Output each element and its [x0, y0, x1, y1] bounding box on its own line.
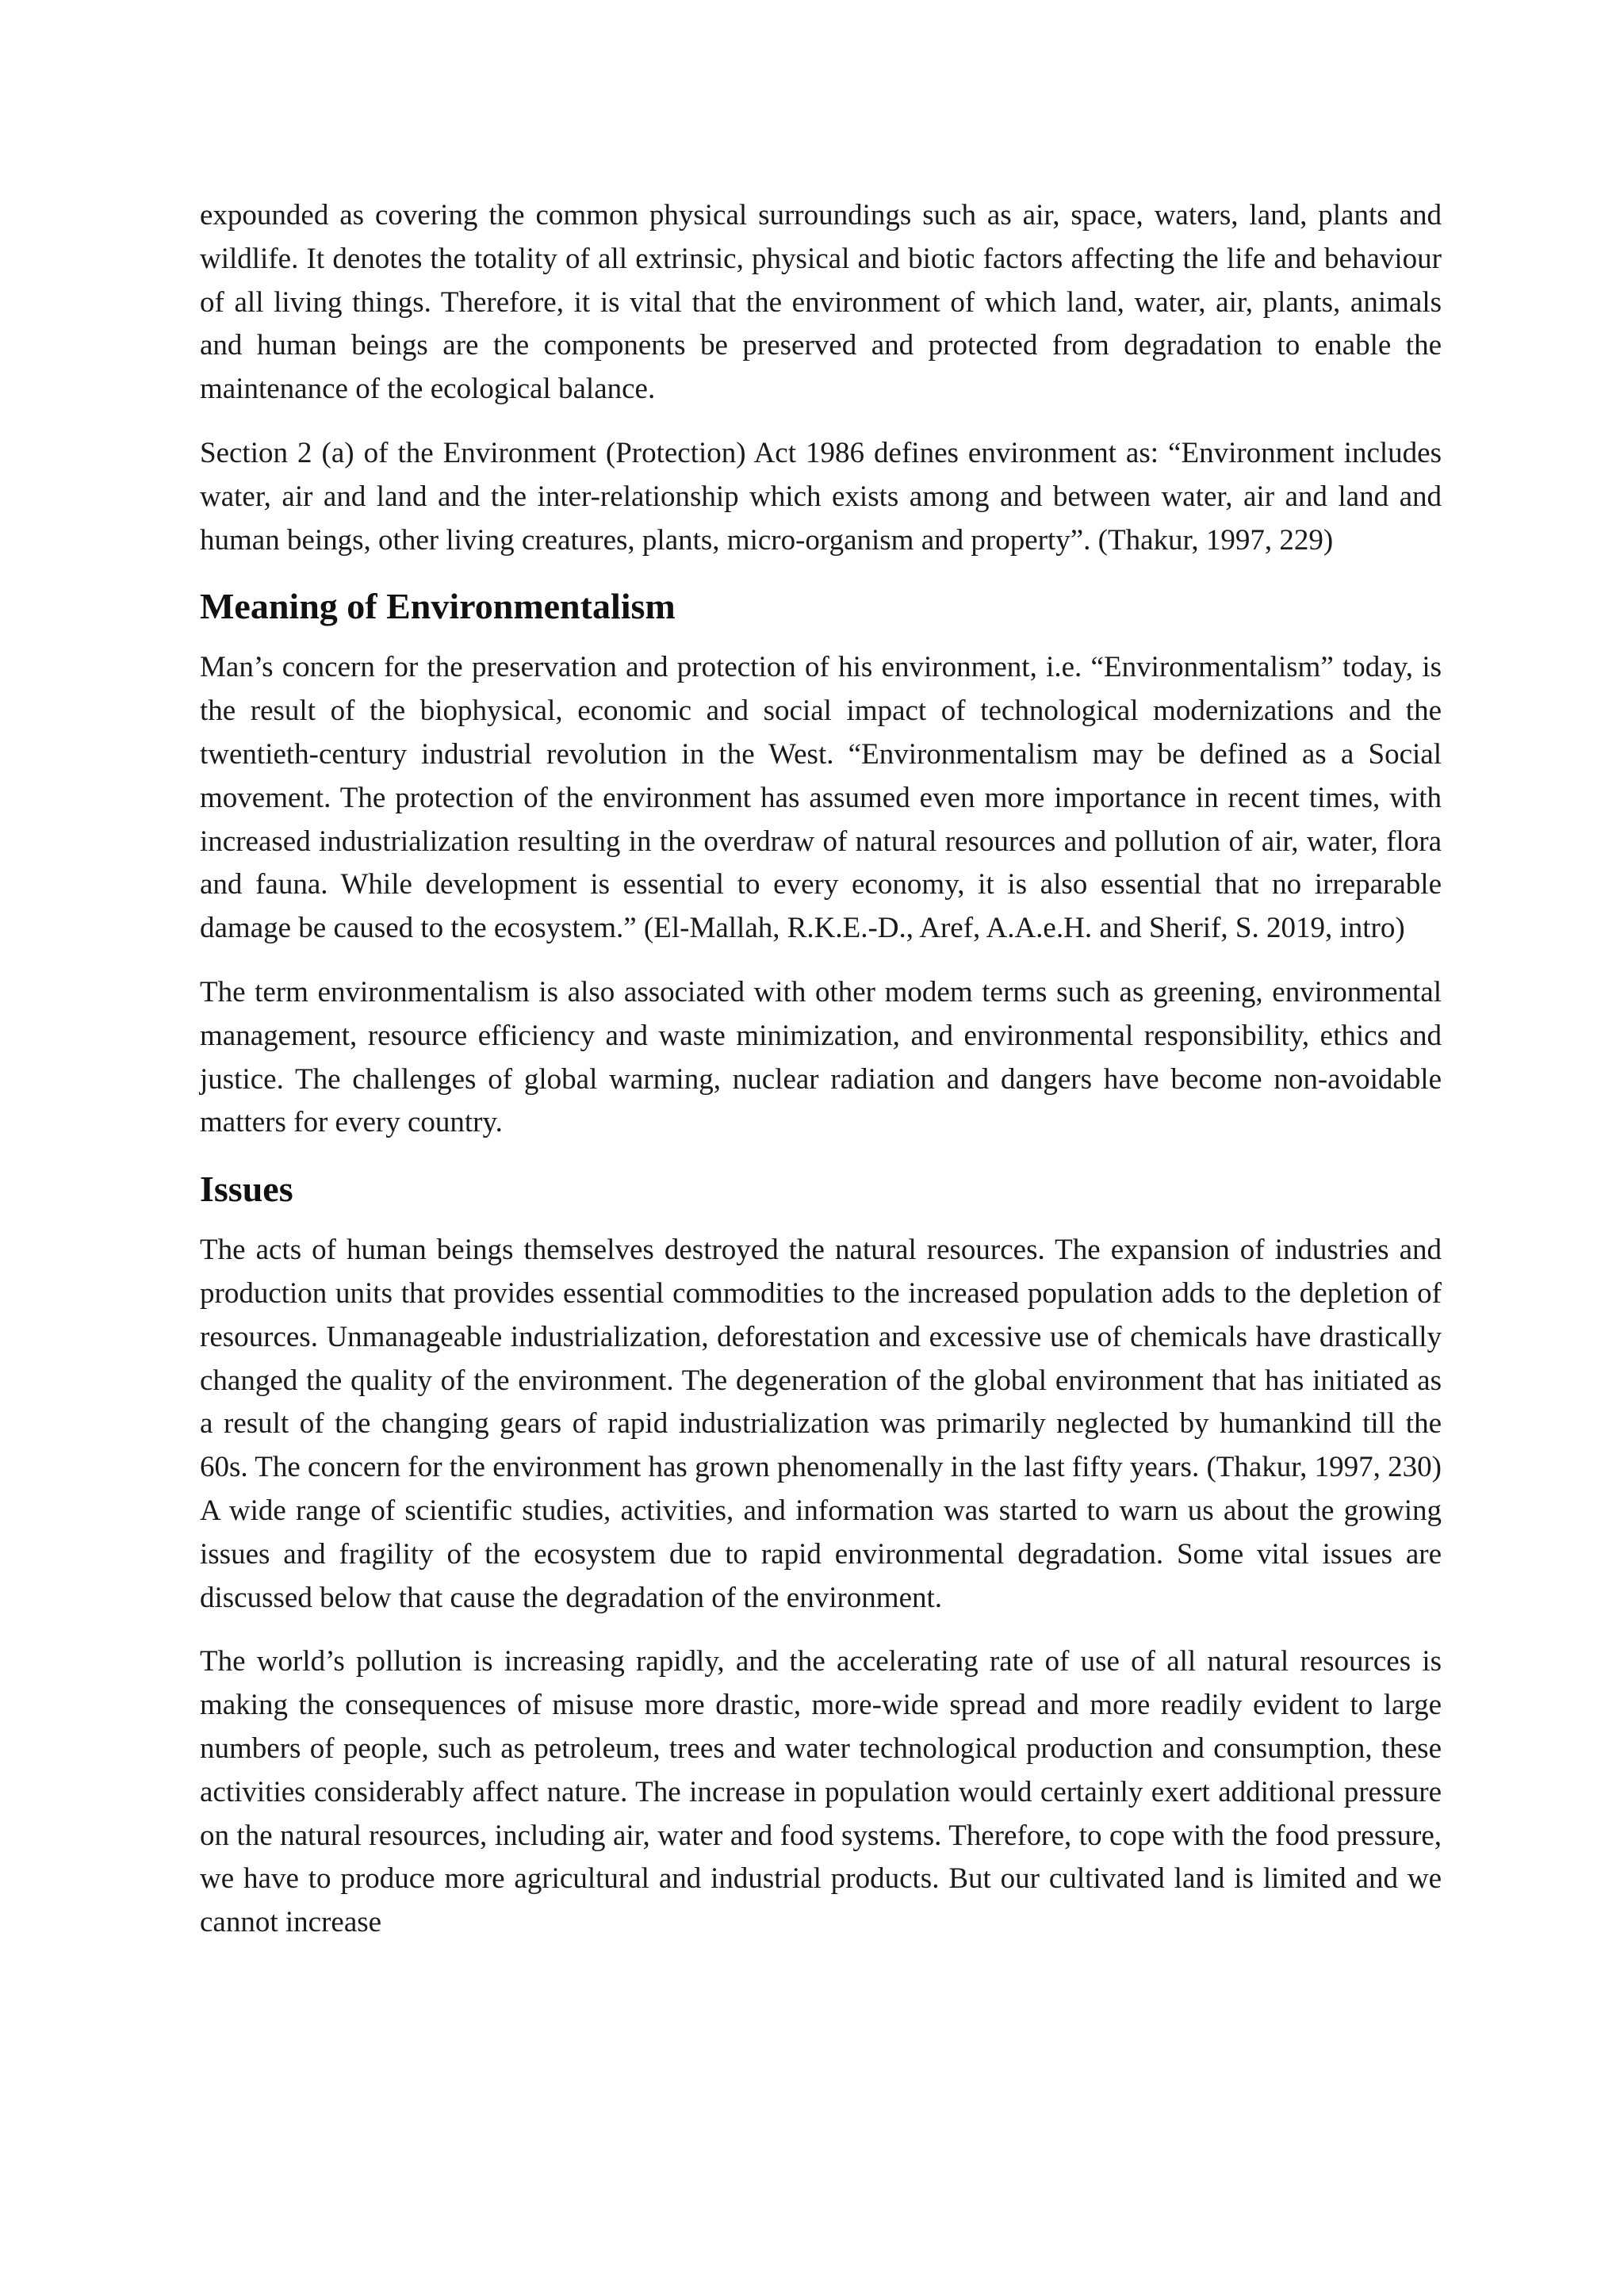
intro-paragraph-1: expounded as covering the common physical surroundings such as air, space, waters, land, plants and wildlife. It denotes the totality of all extrinsic, physical and biotic factors affecting the life and behaviour of all living things. Therefore, it is vital that the environment of which land, water, air, plants, animals and human beings are the components be preserved and protected from degradation to enable the maintenance of the ecological balance. [200, 199, 1442, 406]
section-heading: Issues [200, 1169, 293, 1210]
body-paragraph: The term environmentalism is also associated with other modem terms such as greening, environmental management, resource efficiency and waste minimization, and environmental responsibility, ethics and justice. The challenges of global warming, nuclear radiation and dangers have become non-avoidable matters for every country. [200, 975, 1442, 1139]
section-meaning-of-environmentalism [200, 583, 1442, 1145]
section-issues [200, 1165, 1442, 1945]
body-paragraph: The acts of human beings themselves destroyed the natural resources. The expansion of industries and production units that provides essential commodities to the increased population adds to the depletion of resources. Unmanageable industrialization, deforestation and excessive use of chemicals have drastically changed the quality of the environment. The degeneration of the global environment that has initiated as a result of the changing gears of rapid industrialization was primarily neglected by humankind till the 60s. The concern for the environment has grown phenomenally in the last fifty years. (Thakur, 1997, 230) A wide range of scientific studies, activities, and information was started to warn us about the growing issues and fragility of the ecosystem due to rapid environmental degradation. Some vital issues are discussed below that cause the degradation of the environment. [200, 1234, 1442, 1614]
document-page [200, 194, 1442, 1965]
intro-paragraph-2: Section 2 (a) of the Environment (Protection) Act 1986 defines environment as: “Environment includes water, air and land and the inter-relationship which exists among and between water, air and land and human beings, other living creatures, plants, micro-organism and property”. (Thakur, 1997, 229) [200, 436, 1442, 557]
body-paragraph: The world’s pollution is increasing rapidly, and the accelerating rate of use of all natural resources is making the consequences of misuse more drastic, more-wide spread and more readily evident to large numbers of people, such as petroleum, trees and water technological production and consumption, these activities considerably affect nature. The increase in population would certainly exert additional pressure on the natural resources, including air, water and food systems. Therefore, to cope with the food pressure, we have to produce more agricultural and industrial products. But our cultivated land is limited and we cannot increase [200, 1645, 1442, 1939]
section-heading: Meaning of Environmentalism [200, 586, 676, 627]
body-paragraph: Man’s concern for the preservation and protection of his environment, i.e. “Environmentalism” today, is the result of the biophysical, economic and social impact of technological modernizations and the twentieth-century industrial revolution in the West. “Environmentalism may be defined as a Social movement. The protection of the environment has assumed even more importance in recent times, with increased industrialization resulting in the overdraw of natural resources and pollution of air, water, flora and fauna. While development is essential to every economy, it is also essential that no irreparable damage be caused to the ecosystem.” (El-Mallah, R.K.E.-D., Aref, A.A.e.H. and Sherif, S. 2019, intro) [200, 651, 1442, 945]
